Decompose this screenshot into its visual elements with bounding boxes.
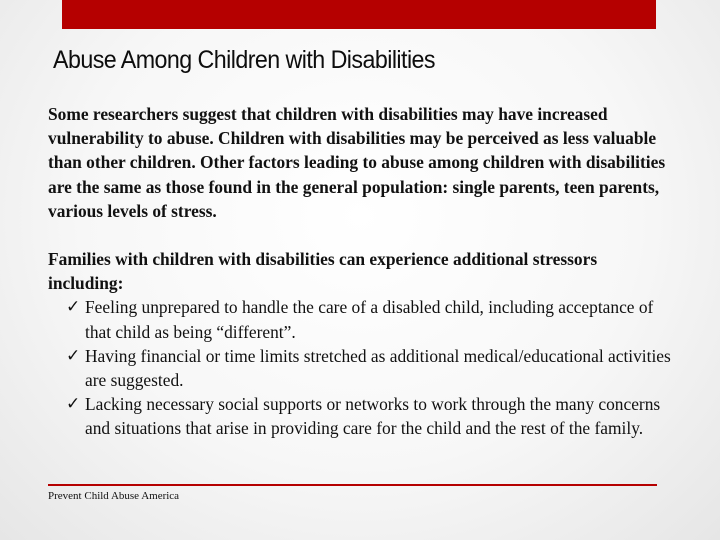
list-item [66, 344, 673, 392]
stressors-intro: Families with children with disabilities can experience additional stressors including: [48, 249, 598, 294]
list-item [66, 295, 673, 343]
stressors-paragraph [48, 247, 673, 295]
checkmark-icon: ✓ [66, 345, 81, 366]
stressors-list [48, 295, 673, 440]
list-item [66, 392, 673, 440]
slide-body [48, 102, 673, 441]
footer-source: Prevent Child Abuse America [48, 490, 180, 502]
checkmark-icon: ✓ [66, 394, 81, 415]
checkmark-icon: ✓ [66, 297, 81, 318]
intro-paragraph: Some researchers suggest that children with disabilities may have increased vulnerability to abuse. Children with disabilities may be perceived as less valuable than other children. Other factors leading to abuse among children with disabilities are the same as those found in the general population: single parents, teen parents, various levels of stress. [48, 104, 666, 221]
list-item-text: Feeling unprepared to handle the care of a disabled child, including acceptance of that child as being “different”. [85, 297, 654, 342]
list-item-text: Lacking necessary social supports or networks to work through the many concerns and situations that arise in providing care for the child and the rest of the family. [85, 394, 661, 439]
slide-title: Abuse Among Children with Disabilities [53, 46, 435, 74]
footer-divider [48, 484, 657, 486]
top-accent-bar [62, 0, 656, 29]
list-item-text: Having financial or time limits stretched as additional medical/educational activities are suggested. [85, 345, 671, 391]
